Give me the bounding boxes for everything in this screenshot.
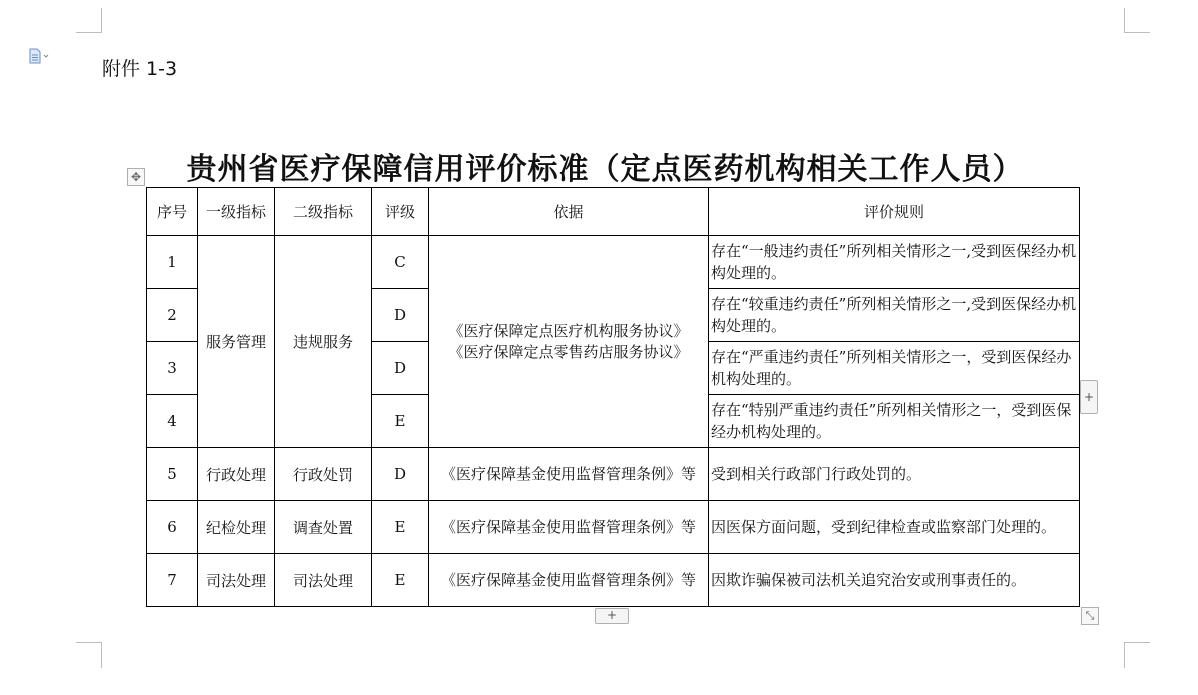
row-basis xyxy=(429,236,709,448)
credit-evaluation-table xyxy=(146,187,1080,607)
row-rule: 受到相关行政部门行政处罚的。 xyxy=(709,448,1080,501)
row-no: 5 xyxy=(147,448,198,501)
row-grade: D xyxy=(372,448,429,501)
row-level1: 行政处理 xyxy=(198,448,275,501)
crop-mark-bottom-right-vertical xyxy=(1124,642,1125,668)
row-grade: C xyxy=(372,236,429,289)
table-header-row xyxy=(147,188,1080,236)
table-move-handle-icon[interactable]: ✥ xyxy=(127,168,145,186)
row-rule: 存在“一般违约责任”所列相关情形之一,受到医保经办机构处理的。 xyxy=(709,236,1080,289)
basis-line: 《医疗保障定点零售药店服务协议》 xyxy=(448,342,689,361)
row-no: 2 xyxy=(147,289,198,342)
crop-mark-bottom-left-vertical xyxy=(101,642,102,668)
table-row xyxy=(147,554,1080,607)
row-no: 7 xyxy=(147,554,198,607)
row-grade: E xyxy=(372,501,429,554)
row-level2: 行政处罚 xyxy=(275,448,372,501)
add-column-button[interactable]: + xyxy=(1080,380,1098,414)
attachment-label: 附件 1-3 xyxy=(102,58,178,80)
row-basis: 《医疗保障基金使用监督管理条例》等 xyxy=(429,501,709,554)
row-grade: E xyxy=(372,554,429,607)
row-basis: 《医疗保障基金使用监督管理条例》等 xyxy=(429,554,709,607)
row-basis: 《医疗保障基金使用监督管理条例》等 xyxy=(429,448,709,501)
basis-line: 《医疗保障定点医疗机构服务协议》 xyxy=(448,321,689,340)
document-title: 贵州省医疗保障信用评价标准（定点医药机构相关工作人员） xyxy=(186,152,1024,187)
row-level1: 纪检处理 xyxy=(198,501,275,554)
row-grade: D xyxy=(372,289,429,342)
crop-mark-top-right-vertical xyxy=(1124,8,1125,33)
row-no: 4 xyxy=(147,395,198,448)
table-row xyxy=(147,448,1080,501)
table-resize-handle-icon[interactable]: ⤡ xyxy=(1081,607,1099,625)
header-grade: 评级 xyxy=(372,188,429,236)
row-grade: D xyxy=(372,342,429,395)
add-row-button[interactable]: + xyxy=(595,608,629,624)
row-no: 6 xyxy=(147,501,198,554)
document-icon[interactable] xyxy=(28,48,50,64)
row-rule: 存在“较重违约责任”所列相关情形之一,受到医保经办机构处理的。 xyxy=(709,289,1080,342)
crop-mark-top-right-horizontal xyxy=(1124,32,1150,33)
row-no: 3 xyxy=(147,342,198,395)
row-rule: 存在“严重违约责任”所列相关情形之一，受到医保经办机构处理的。 xyxy=(709,342,1080,395)
header-level2: 二级指标 xyxy=(275,188,372,236)
row-rule: 因医保方面问题，受到纪律检查或监察部门处理的。 xyxy=(709,501,1080,554)
row-rule: 因欺诈骗保被司法机关追究治安或刑事责任的。 xyxy=(709,554,1080,607)
row-level2: 违规服务 xyxy=(275,236,372,448)
row-grade: E xyxy=(372,395,429,448)
header-no: 序号 xyxy=(147,188,198,236)
row-no: 1 xyxy=(147,236,198,289)
crop-mark-top-left-horizontal xyxy=(76,32,101,33)
crop-mark-bottom-left-horizontal xyxy=(76,642,101,643)
row-level1: 司法处理 xyxy=(198,554,275,607)
crop-mark-bottom-right-horizontal xyxy=(1124,642,1150,643)
header-basis: 依据 xyxy=(429,188,709,236)
header-level1: 一级指标 xyxy=(198,188,275,236)
row-rule: 存在“特别严重违约责任”所列相关情形之一，受到医保经办机构处理的。 xyxy=(709,395,1080,448)
crop-mark-top-left-vertical xyxy=(101,8,102,33)
table-row xyxy=(147,501,1080,554)
row-level2: 调查处置 xyxy=(275,501,372,554)
table-row xyxy=(147,236,1080,289)
row-level2: 司法处理 xyxy=(275,554,372,607)
header-rule: 评价规则 xyxy=(709,188,1080,236)
row-level1: 服务管理 xyxy=(198,236,275,448)
